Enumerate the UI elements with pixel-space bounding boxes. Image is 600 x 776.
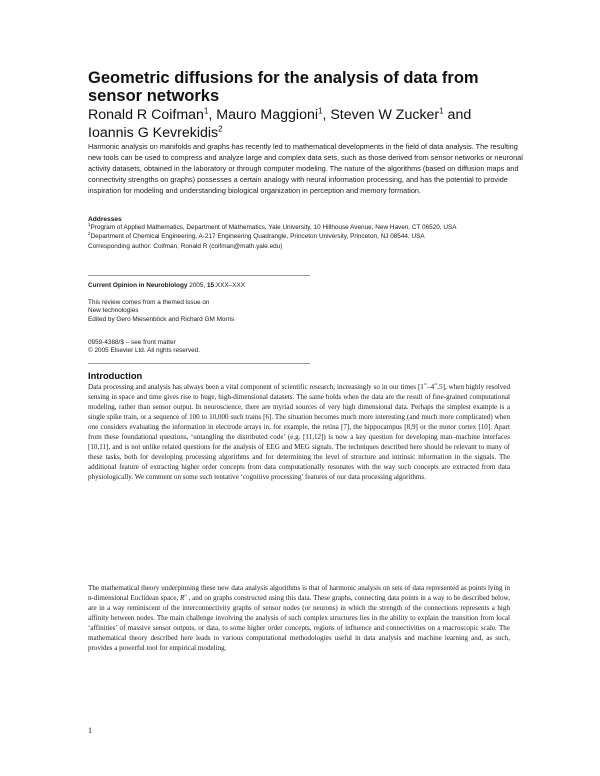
address-item (88, 224, 544, 232)
abstract: Harmonic analysis on manifolds and graphs has recently led to mathematical developments in the field of data analysis. The resulting new tools can be used to compress and analyze large and complex data sets, such as those derived from sensor networks or neuronal activity datasets, obtained in the laboratory or through computer modeling. The nature of the algorithms (based on diffusion maps and connectivity strengths on graphs) possesses a certain analogy with neural information processing, and has the potential to provide inspiration for modeling and understanding biological organization in perception and memory formation. (88, 142, 523, 196)
copyright-note (88, 339, 328, 356)
author-separator: and (443, 107, 472, 123)
author-affiliation: 1 (203, 106, 209, 116)
citation-marker: •• (423, 381, 428, 387)
author-affiliation: 1 (318, 106, 323, 116)
journal-volume: 15 (206, 282, 215, 289)
author-name: Ioannis G Kevrekidis (88, 125, 219, 141)
citation-marker: •• (434, 381, 438, 387)
author-separator: , (208, 107, 217, 123)
divider (88, 275, 310, 276)
address-text: Department of Chemical Engineering, A-217 Engineering Quadrangle, Princeton University, Princeton, NJ 08544, USA (90, 232, 425, 240)
math-superscript: n (184, 592, 187, 598)
author-list (88, 106, 528, 142)
author-name: Ronald R Coifman (88, 107, 204, 123)
addresses-block (88, 216, 544, 251)
body-paragraph (88, 583, 510, 653)
divider (88, 363, 310, 364)
paragraph-text: Data processing and analysis has always been a vital component of scientific research; increasingly so in our times [1 (88, 383, 424, 391)
body-paragraph (88, 382, 510, 482)
themed-issue-editors: Edited by Gero Miesenböck and Richard GM Morris (88, 315, 235, 323)
author-name: Mauro Maggioni (216, 107, 318, 123)
author-name: Steven W Zucker (330, 107, 440, 123)
section-heading: Introduction (88, 371, 143, 381)
journal-year: 2005, (189, 282, 207, 289)
paragraph-text: ,5], when highly resolved sensing in space and time gives rise to huge, high-dimensional datasets. The same holds when the data are the result of fine-grained computational modeling, rather than sensor output. In neuroscience, there are myriad sources of very high dimensional data. Perhaps the simplest example is a single spike train, or a sequence of 100 to 10,000 such trains [6]. The situation becomes much more interesting (and much more complicated) when one considers evaluating the information in electrode arrays in, for example, the retina [7], the hippocampus [8,9] or the motor cortex [10]. Apart from these foundational questions, ‘untangling the distributed code’ (e.g. [11,12]) is now a key question for developing man–machine interfaces [10,11], and is not unlike related questions for the analysis of EEG and MEG signals. The techniques described here should be relevant to many of these tasks, both for developing processing algorithms and for determining the level of structure and intrinsic information in the signals. The additional feature of extracting higher order concepts from data computationally resonates with the way such concepts are extracted from data physiologically. We comment on some such tentative ‘cognitive processing’ features of our data processing algorithms. (88, 383, 510, 482)
addresses-heading: Addresses (88, 216, 122, 223)
paragraph-text: The mathematical theory underpinning these new data analysis algorithms is that of harmonic analysis on sets of data represented as points lying in n-dimensional Euclidean space, (88, 584, 510, 603)
author-affiliation: 2 (218, 124, 223, 134)
copyright-line: © 2005 Elsevier Ltd. All rights reserved. (88, 347, 200, 355)
author-separator: , (322, 107, 331, 123)
address-number: 1 (88, 222, 91, 228)
journal-citation (88, 282, 328, 290)
math-symbol (180, 594, 187, 602)
page-number: 1 (88, 726, 92, 735)
math-base: R (180, 594, 185, 603)
themed-issue-line: This review comes from a themed issue on (88, 299, 210, 306)
themed-issue-note (88, 299, 328, 324)
address-item (88, 230, 544, 241)
issn-line: 0959-4388/$ – see front matter (88, 339, 176, 346)
author-affiliation: 1 (439, 106, 444, 116)
paragraph-text: –4 (427, 383, 435, 391)
journal-pages: :XXX–XXX (214, 282, 245, 289)
journal-name: Current Opinion in Neurobiology (88, 282, 188, 289)
address-text: Program of Applied Mathematics, Department of Mathematics, Yale University, 10 Hillhouse Avenue, New Haven, CT 06520, USA (90, 224, 457, 232)
paper-title: Geometric diffusions for the analysis of data from sensor networks (88, 69, 479, 105)
paragraph-text: , and on graphs constructed using this data. These graphs, connecting data points in a way to be described below, are in a way reminiscent of the interconnectivity graphs of sensor nodes (or neurons) in which the strength of the connections represents a high affinity between nodes. The main challenge involving the analysis of such complex structures lies in the ability to explain the transition from local ‘affinities’ of massive sensor outputs, or data, to some higher order concepts, regions of influence and connectivities on a macroscopic scale. The mathematical theory described here leads to various computational methodologies useful in data analysis and machine learning and, as such, provides a powerful tool for empirical modeling. (88, 594, 510, 653)
corresponding-author: Corresponding author: Coifman, Ronald R (coifman@math.yale.edu) (88, 242, 283, 250)
themed-issue-topic: New technologies (88, 307, 139, 315)
address-number: 2 (88, 230, 91, 236)
